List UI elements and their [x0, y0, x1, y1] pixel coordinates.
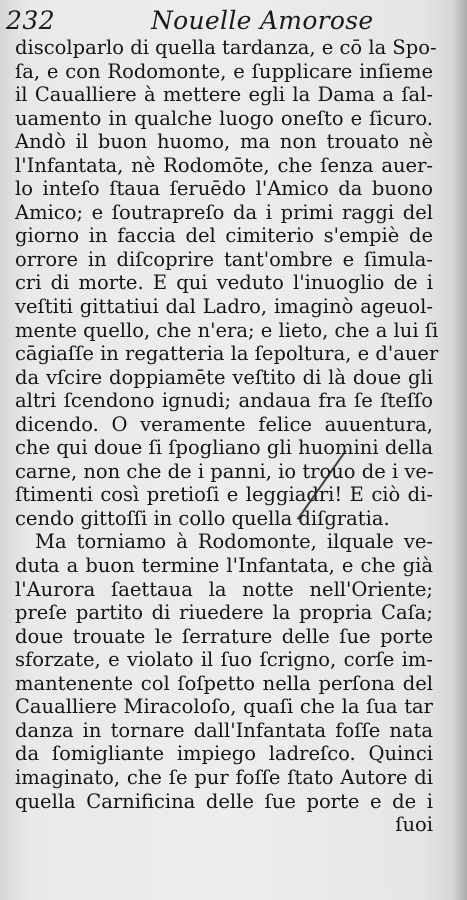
text-line: imaginato, che ſe pur foſſe ſtato Autore di: [15, 765, 433, 789]
text-line: da vſcire doppiamēte veſtito di là doue gli: [15, 365, 433, 389]
text-line: mente quello, che n'era; e lieto, che a lui ſi: [15, 318, 439, 342]
text-line: sforzate, e violato il ſuo ſcrigno, corſe im-: [15, 648, 433, 672]
text-line: dicendo. O veramente felice auuentura,: [15, 412, 433, 436]
text-line: Caualliere Miracoloſo, quaſi che la ſua tar: [15, 695, 433, 719]
running-title: Nouelle Amorose: [151, 6, 374, 35]
text-line: cāgiaſſe in regatteria la ſepoltura, e d'auer: [15, 342, 439, 366]
text-line: cendo gittoſſi in collo quella diſgratia.: [15, 506, 390, 530]
body-text: [15, 36, 439, 837]
text-line: duta a buon termine l'Infantata, e che già: [15, 554, 433, 578]
text-line: carne, non che de i panni, io trouo de i ve-: [15, 459, 434, 483]
text-line: il Caualliere à mettere egli la Dama a ſal-: [15, 83, 433, 107]
text-line: che qui doue ſi ſpogliano gli huomini della: [15, 436, 433, 460]
text-line: Amico; e ſoutrapreſo da i primi raggi del: [15, 200, 433, 224]
text-line: orrore in diſcoprire tant'ombre e ſimula-: [15, 247, 433, 271]
text-line: l'Aurora ſaettaua la notte nell'Oriente;: [15, 577, 433, 601]
text-line: lo inteſo ſtaua ſeruēdo l'Amico da buono: [15, 177, 433, 201]
page-edge-shadow: [453, 0, 467, 900]
text-line: quella Carnificina delle ſue porte e de i: [15, 789, 433, 813]
text-line: doue trouate le ſerrature delle ſue porte: [15, 624, 433, 648]
text-line: ſtimenti così pretioſi e leggiadri! E ciò di-: [15, 483, 433, 507]
text-line: Ma torniamo à Rodomonte, ilquale ve-: [35, 530, 433, 554]
page-header: [6, 6, 446, 36]
text-line: ſa, e con Rodomonte, e ſupplicare inſieme: [15, 59, 433, 83]
text-line: danza in tornare dall'Infantata foſſe nata: [15, 718, 433, 742]
page-number: 232: [6, 6, 56, 35]
text-line: discolparlo di quella tardanza, e cō la Spo-: [15, 36, 437, 59]
text-line: veſtiti gittatiui dal Ladro, imaginò ageuol-: [15, 295, 433, 319]
text-line: preſe partito di riuedere la propria Caſa;: [15, 601, 433, 625]
catchword: ſuoi: [395, 813, 433, 837]
text-line: cri di morte. E qui veduto l'inuoglio de i: [15, 271, 433, 295]
text-line: giorno in faccia del cimiterio s'empiè de: [15, 224, 433, 248]
text-line: altri ſcendono ignudi; andaua fra ſe ſteſſo: [15, 389, 433, 413]
text-line: uamento in qualche luogo oneſto e ſicuro.: [15, 106, 433, 130]
text-line: da ſomigliante impiego ladreſco. Quinci: [15, 742, 433, 766]
text-line: l'Infantata, nè Rodomōte, che ſenza auer-: [15, 153, 433, 177]
text-line: mantenente col ſoſpetto nella perſona del: [15, 671, 433, 695]
text-line: Andò il buon huomo, ma non trouato nè: [15, 130, 433, 154]
